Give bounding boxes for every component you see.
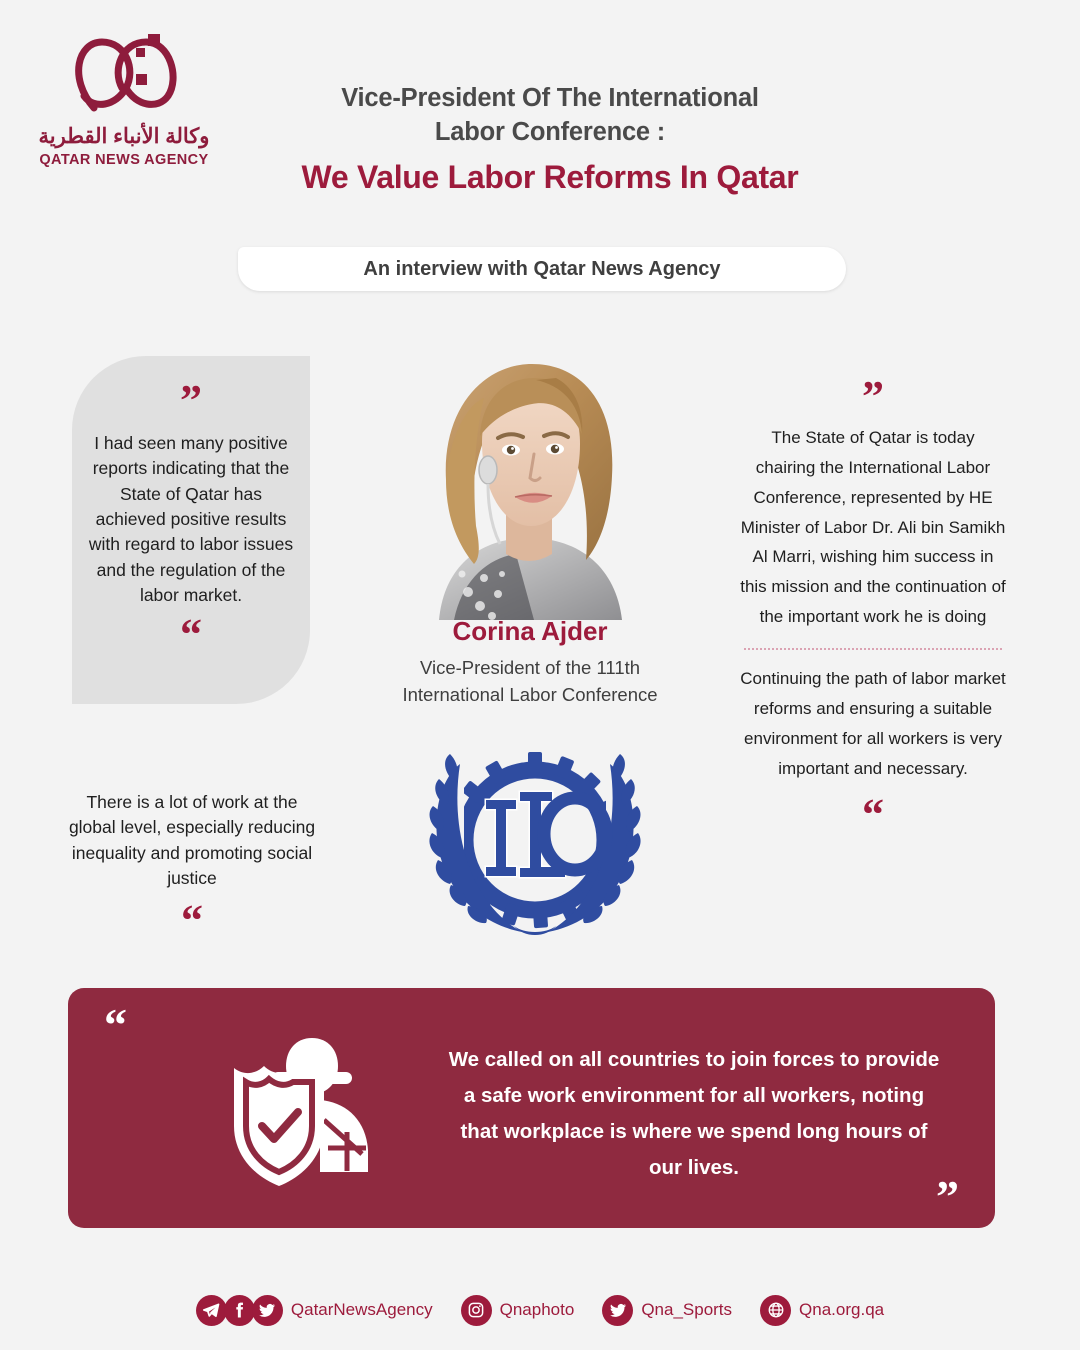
person-name: Corina Ajder [452, 616, 608, 646]
telegram-icon[interactable] [196, 1295, 227, 1326]
quote-open-icon: “ [104, 999, 127, 1050]
quote-divider [744, 648, 1002, 650]
quote-close-icon: ” [180, 376, 202, 425]
logo-arabic-text: وكالة الأنباء القطرية [38, 125, 210, 148]
headline: We Value Labor Reforms In Qatar [301, 158, 799, 195]
social-group-qnasports [602, 1295, 732, 1326]
social-group-qatarnewsagency [196, 1295, 433, 1326]
kicker-line-2: Labor Conference : [434, 117, 666, 146]
quote-column-right [740, 372, 1006, 839]
kicker-line-1: Vice-President Of The International [341, 84, 759, 112]
ilo-logo [410, 742, 660, 947]
qna-logo [34, 26, 214, 176]
social-label[interactable]: QatarNewsAgency [290, 1300, 433, 1319]
twitter-icon[interactable] [252, 1295, 283, 1326]
globe-icon[interactable] [760, 1295, 791, 1326]
worker-safety-icon [216, 1022, 406, 1194]
banner-quote-text: We called on all countries to join forces to provide a safe work environment for all workers, noting that workplace is where we spend long hours of our lives. [448, 1048, 940, 1179]
social-label[interactable]: Qnaphoto [499, 1300, 575, 1319]
portrait-photo [384, 330, 674, 620]
quote-left-lower-text: There is a lot of work at the global level, especially reducing inequality and promoting social justice [68, 792, 316, 889]
social-group-website [760, 1295, 884, 1326]
header [240, 82, 860, 196]
footer-social-bar [0, 1286, 1080, 1334]
quote-open-icon: “ [862, 789, 884, 839]
person-role-line-2: International Labor Conference [402, 683, 658, 705]
quote-left-lower [66, 790, 318, 945]
quote-open-icon: “ [180, 610, 202, 660]
shield-worker-icon [216, 1022, 406, 1194]
quote-close-icon: ” [936, 1171, 959, 1222]
quote-right-bottom-text: Continuing the path of labor market reforms and ensuring a suitable environment for all workers is very important and necessary. [740, 669, 1006, 778]
portrait-image [384, 330, 674, 620]
twitter-icon[interactable] [602, 1295, 633, 1326]
instagram-icon[interactable] [461, 1295, 492, 1326]
interview-pill-label: An interview with Qatar News Agency [363, 257, 721, 280]
qna-atom-logo-icon [64, 26, 184, 122]
quote-close-icon: ” [862, 372, 884, 421]
quote-left-main-text: I had seen many positive reports indicating that the State of Qatar has achieved positive results with regard to labor issues and the regulation of the labor market. [88, 432, 294, 606]
social-label[interactable]: Qna.org.qa [799, 1300, 885, 1319]
facebook-icon[interactable] [224, 1295, 255, 1326]
quote-open-icon: “ [181, 895, 203, 945]
social-label[interactable]: Qna_Sports [641, 1300, 733, 1319]
highlight-banner [68, 988, 995, 1228]
logo-english-text: QATAR NEWS AGENCY [39, 152, 209, 168]
person-role [340, 655, 720, 709]
person-role-line-1: Vice-President of the 111th [419, 657, 641, 678]
interview-pill [238, 247, 846, 291]
social-group-qnaphoto [461, 1295, 575, 1326]
ilo-emblem-icon [410, 742, 660, 947]
quote-card-left-main [72, 356, 310, 704]
quote-right-top-text: The State of Qatar is today chairing the International Labor Conference, represented by HE Minister of Labor Dr. Ali bin Samikh Al Marri, wishing him success in this mission and the continuation of the important work he is doing [740, 427, 1006, 627]
